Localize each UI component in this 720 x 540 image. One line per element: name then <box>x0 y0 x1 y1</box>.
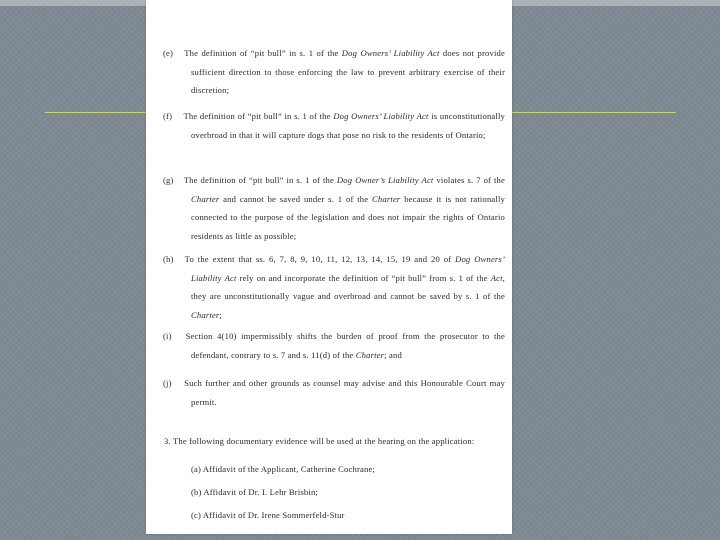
clause-h: (h) To the extent that ss. 6, 7, 8, 9, 10, 11, 12, 13, 14, 15, 19 and 20 of Dog Owners’ Liability Act rely on and incorporate the definition of “pit bull” from s. 1 of the Act, they are unconstitutionally vague and overbroad and cannot be saved by s. 1 of the Charter; <box>163 254 505 320</box>
accent-line-left <box>45 112 146 113</box>
charter-title: Charter <box>355 349 385 360</box>
clause-text: The definition of “pit bull” in s. 1 of the <box>184 48 342 58</box>
clause-text: The definition of “pit bull” in s. 1 of the <box>183 175 337 185</box>
clause-text: To the extent that ss. 6, 7, 8, 9, 10, 11, 12, 13, 14, 15, 19 and 20 of <box>184 254 456 264</box>
clause-text: does not provide sufficient direction to those enforcing the law to prevent arbitrary exercise of their discretion; <box>191 48 506 95</box>
evidence-item: (b) Affidavit of Dr. I. Lehr Brisbin; <box>191 487 318 497</box>
clause-i: (i) Section 4(10) impermissibly shifts the burden of proof from the prosecutor to the defendant, contrary to s. 7 and s. 11(d) of the Charter; and <box>163 331 505 360</box>
act-title: Dog Owners’ Liability Act <box>333 111 429 121</box>
clause-text: violates s. 7 of the <box>433 175 506 185</box>
accent-line-right <box>512 112 676 113</box>
clause-f: (f) The definition of “pit bull” in s. 1 of the Dog Owners’ Liability Act is unconstitutionally overbroad in that it will capture dogs that pose no risk to the residents of Ontario; <box>163 111 506 140</box>
evidence-item: (a) Affidavit of the Applicant, Catherine Cochrane; <box>191 464 376 474</box>
act-title: Dog Owners’ Liability Act <box>191 254 505 283</box>
clause-e: (e) The definition of “pit bull” in s. 1 of the Dog Owners’ Liability Act does not provide sufficient direction to those enforcing the law to prevent arbitrary exercise of their discretion; <box>163 48 506 95</box>
act-short-title: Act <box>490 272 503 283</box>
clause-text: because it is not rationally connected to the purpose of the legislation and does not impair the rights of Ontario residents as little as possible; <box>191 193 505 241</box>
clause-text: rely on and incorporate the definition of “pit bull” from s. 1 of the <box>236 272 491 283</box>
clause-g: (g) The definition of “pit bull” in s. 1 of the Dog Owner’s Liability Act violates s. 7 of the Charter and cannot be saved under s. 1 of the Charter because it is not rationally connected to the purpose of the legislation and does not impair the rights of Ontario residents as little as possible; <box>163 175 506 241</box>
charter-title: Charter <box>372 193 401 204</box>
clause-text: Such further and other grounds as counsel may advise and this Honourable Court may permit. <box>184 378 505 407</box>
clause-text: , they are unconstitutionally vague and overbroad and cannot be saved by s. 1 of the <box>191 272 505 301</box>
clause-text: The definition of “pit bull” in s. 1 of the <box>183 111 334 121</box>
clause-text: ; and <box>384 349 402 360</box>
clause-text: ; <box>219 309 222 320</box>
section-3-heading: 3. The following documentary evidence will be used at the hearing on the application: <box>164 436 475 446</box>
clause-text: is unconstitutionally overbroad in that it will capture dogs that pose no risk to the residents of Ontario; <box>191 111 506 140</box>
clause-text: Section 4(10) impermissibly shifts the burden of proof from the prosecutor to the defendant, contrary to s. 7 and s. 11(d) of the <box>185 331 505 360</box>
act-title: Dog Owner’s Liability Act <box>336 175 434 185</box>
clause-text: and cannot be saved under s. 1 of the <box>219 193 373 204</box>
clause-j: (j) Such further and other grounds as counsel may advise and this Honourable Court may permit. <box>163 378 505 407</box>
evidence-item: (c) Affidavit of Dr. Irene Sommerfeld-Stur <box>191 510 345 520</box>
charter-title: Charter <box>191 309 220 320</box>
act-title: Dog Owners’ Liability Act <box>341 48 440 58</box>
document-page <box>146 0 512 534</box>
charter-title: Charter <box>191 193 220 204</box>
